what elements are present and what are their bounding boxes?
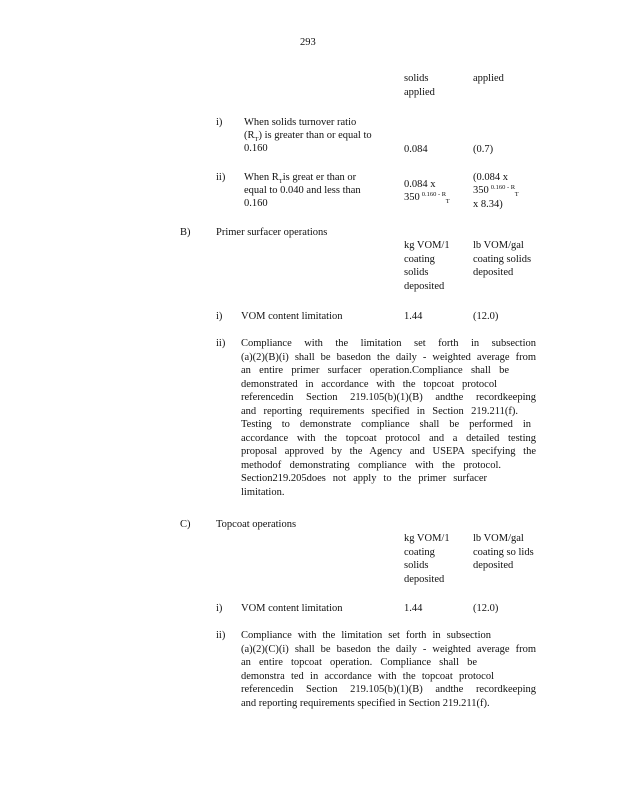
section-b-letter: B) bbox=[180, 227, 191, 238]
paragraph-line: accordance with the topcoat protocol and a detailed testing bbox=[241, 432, 536, 444]
section-c-metric-header-line: kg VOM/1 bbox=[404, 533, 450, 544]
paragraph-line: an entire primer surfacer operation.Compliance shall be bbox=[241, 365, 509, 376]
paragraph-line: Testing to demonstrate compliance shall be performed in bbox=[241, 419, 531, 430]
item-i-metric-value: 0.084 bbox=[404, 144, 428, 155]
section-c-english-header-line: coating so lids bbox=[473, 546, 534, 558]
paragraph-line: Section219.205does not apply to the primer surfacer bbox=[241, 473, 487, 484]
paragraph-line: referencedin Section 219.105(b)(1)(B) andthe recordkeeping bbox=[241, 392, 536, 403]
item-ii-metric-line-1: 0.084 x bbox=[404, 179, 436, 190]
section-c-item-i-number: i) bbox=[216, 603, 223, 614]
item-ii-number: ii) bbox=[216, 172, 226, 183]
paragraph-line: referencedin Section 219.105(b)(1)(B) andthe recordkeeping bbox=[241, 684, 536, 695]
paragraph-line: an entire topcoat operation. Compliance shall be bbox=[241, 657, 477, 668]
paragraph-line: and reporting requirements specified in Section 219.211(f). bbox=[241, 697, 490, 709]
paragraph-line: limitation. bbox=[241, 486, 285, 498]
section-c-item-i-english: (12.0) bbox=[473, 603, 499, 614]
section-b-item-i-number: i) bbox=[216, 311, 223, 322]
section-c-item-i-text: VOM content limitation bbox=[241, 603, 343, 614]
section-c-metric-header-line: coating bbox=[404, 546, 435, 558]
section-c-english-header-line: lb VOM/gal bbox=[473, 533, 524, 544]
section-c-metric-header-line: deposited bbox=[404, 573, 445, 585]
item-i-line-3: 0.160 bbox=[244, 143, 268, 154]
item-ii-line-2: equal to 0.040 and less than bbox=[244, 185, 361, 196]
metric-column-header-fragment: solids applied bbox=[404, 73, 435, 98]
section-b-metric-header-line: coating bbox=[404, 253, 435, 265]
section-b-item-i-english: (12.0) bbox=[473, 311, 499, 322]
section-c-letter: C) bbox=[180, 519, 191, 530]
item-i-english-value: (0.7) bbox=[473, 144, 494, 155]
section-c-english-header bbox=[473, 532, 534, 573]
section-c-english-header-line: deposited bbox=[473, 560, 514, 571]
section-b-item-i-text: VOM content limitation bbox=[241, 311, 343, 322]
section-b-item-ii-paragraph bbox=[241, 337, 536, 499]
paragraph-line: Compliance with the limitation set forth in subsection bbox=[241, 338, 536, 349]
section-b-metric-header-line: kg VOM/1 bbox=[404, 240, 450, 251]
paragraph-line: demonstrated in accordance with the topcoat protocol bbox=[241, 378, 497, 390]
section-b-english-header-line: deposited bbox=[473, 267, 514, 278]
section-b-metric-header-line: deposited bbox=[404, 280, 445, 292]
item-i-line-2: $(R_T)$ is greater than or equal to bbox=[244, 130, 372, 144]
section-c-item-i-metric: 1.44 bbox=[404, 603, 423, 614]
paragraph-line: demonstra ted in accordance with the topcoat protocol bbox=[241, 670, 494, 682]
section-c-title: Topcoat operations bbox=[216, 519, 297, 530]
paragraph-line: methodof demonstrating compliance with the protocol. bbox=[241, 459, 501, 471]
paragraph-line: (a)(2)(C)(i) shall be basedon the daily - weighted average from bbox=[241, 643, 536, 655]
section-c-metric-header bbox=[404, 532, 450, 586]
section-b-metric-header bbox=[404, 239, 450, 293]
section-b-english-header bbox=[473, 239, 531, 280]
paragraph-line: proposal approved by the Agency and USEPA specifying the bbox=[241, 446, 536, 457]
item-ii-english-line-1: (0.084 x bbox=[473, 172, 508, 183]
section-c-item-ii-number: ii) bbox=[216, 630, 226, 641]
section-c-item-ii-paragraph bbox=[241, 629, 536, 710]
english-column-header-fragment: applied bbox=[473, 73, 504, 84]
item-ii-english-line-3: x 8.34) bbox=[473, 199, 503, 210]
paragraph-line: and reporting requirements specified in Section 219.211(f). bbox=[241, 405, 518, 417]
section-b-title: Primer surfacer operations bbox=[216, 227, 328, 238]
section-b-item-ii-number: ii) bbox=[216, 338, 226, 349]
item-ii-english-line-2: 350 $^{0.160 - R}_T$ bbox=[473, 184, 519, 198]
page-number: 293 bbox=[300, 37, 316, 48]
item-i-line-1: When solids turnover ratio bbox=[244, 117, 357, 128]
item-ii-metric-line-2: 350 $^{0.160 - R}_T$ bbox=[404, 191, 450, 205]
section-b-english-header-line: coating solids bbox=[473, 253, 532, 265]
item-ii-line-1: When $R_Tis$ great er than or bbox=[244, 172, 357, 186]
item-ii-line-3: 0.160 bbox=[244, 198, 268, 209]
section-b-english-header-line: lb VOM/gal bbox=[473, 240, 524, 251]
paragraph-line: (a)(2)(B)(i) shall be basedon the daily - weighted average from bbox=[241, 351, 536, 363]
section-c-metric-header-line: solids bbox=[404, 560, 429, 571]
paragraph-line: Compliance with the limitation set forth in subsection bbox=[241, 630, 491, 641]
item-i-number: i) bbox=[216, 117, 223, 128]
section-b-metric-header-line: solids bbox=[404, 267, 429, 278]
section-b-item-i-metric: 1.44 bbox=[404, 311, 423, 322]
